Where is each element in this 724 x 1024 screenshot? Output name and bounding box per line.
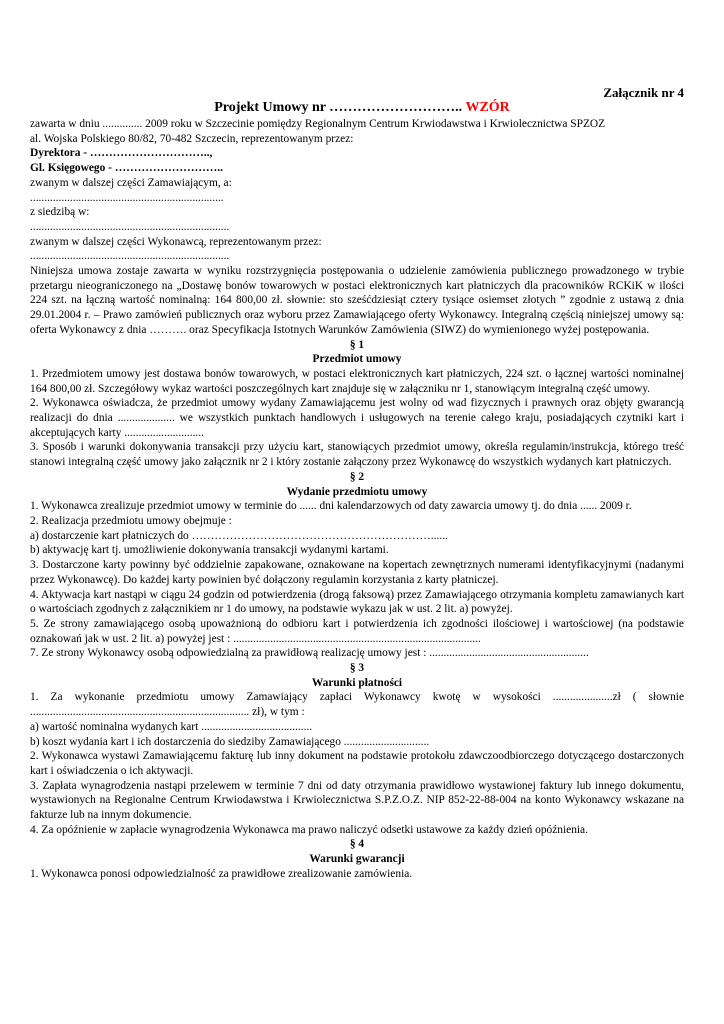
clause: 2. Wykonawca wystawi Zamawiającemu fakturę lub inny dokument na podstawie protokołu zdawczoodbiorczego dotyczącego dostarczonych kart i oświadczenia o ich aktywacji.: [30, 750, 684, 777]
clause: 1. Wykonawca ponosi odpowiedzialność za prawidłowe zrealizowanie zamówienia.: [30, 867, 413, 880]
blank-line: ......................................................................: [30, 220, 230, 233]
clause: 7. Ze strony Wykonawcy osobą odpowiedzialną za prawidłową realizację umowy jest : ........................................................: [30, 647, 589, 660]
intro-line: zwanym w dalszej części Wykonawcą, reprezentowanym przez:: [30, 235, 322, 248]
section-number: § 3: [349, 662, 365, 675]
intro-paragraph: Niniejsza umowa zostaje zawarta w wyniku rozstrzygnięcia postępowania o udzielenie zamówienia publicznego prowadzonego w trybie przetargu nieograniczonego na „Dostawę bonów towarowych w postaci elektronicznych kart płatniczych dla pracowników RCKiK w ilości 224 szt. na łączną wartość nominalną: 164 800,00 zł. słownie: sto sześćdziesiąt cztery tysiące osiemset złotych ” zgodnie z ustawą z dnia 29.01.2004 r. – Prawo zamówień publicznych oraz wyboru przez Zamawiającego oferty Wykonawcy. Integralną częścią niniejszej umowy są: oferta Wykonawcy z dnia ………. oraz Specyfikacja Istotnych Warunków Zamówienia (SIWZ) do wymienionego wyżej postępowania.: [30, 265, 684, 336]
section-title: Warunki gwarancji: [309, 853, 405, 866]
contract-title-text: Projekt Umowy nr ………………………..: [214, 100, 466, 115]
section-title: Warunki płatności: [311, 676, 403, 689]
clause: 3. Sposób i warunki dokonywania transakcji przy użyciu kart, stanowiących przedmiot umowy, określa regulamin/instrukcja, którego treść stanowi integralną część umowy jako załącznik nr 2 i który zostanie załączony przez Wykonawcę do wszystkich wydanych kart płatniczych.: [30, 441, 684, 469]
intro-line: z siedzibą w:: [30, 206, 90, 219]
section-number: § 4: [349, 838, 365, 851]
contract-title: [0, 100, 724, 116]
section-title: Wydanie przedmiotu umowy: [286, 485, 428, 498]
clause: 3. Dostarczone karty powinny być oddzielnie zapakowane, oznakowane na kopertach zewnętrznych numerami identyfikacyjnymi (nadanymi przez Wykonawcę). Do każdej karty powinien być dołączony regulamin korzystania z karty płatniczej.: [30, 559, 684, 586]
clause: 3. Zapłata wynagrodzenia nastąpi przelewem w terminie 7 dni od daty otrzymania prawidłowo wystawionej faktury lub innego dokumentu, wystawionych na Regionalne Centrum Krwiodawstwa i Krwiolecznictwa S.P.Z.O.Z. NIP 852-22-88-004 na konto Wykonawcy wskazane na fakturze lub na innym dokumencie.: [30, 779, 684, 822]
director-line: Dyrektora - …………………………..,: [30, 147, 213, 160]
intro-line: al. Wojska Polskiego 80/82, 70-482 Szczecin, reprezentowanym przez:: [30, 132, 354, 145]
section-title: Przedmiot umowy: [312, 353, 402, 366]
section-number: § 2: [349, 470, 365, 483]
clause-item: b) koszt wydania kart i ich dostarczenia do siedziby Zamawiającego ..............................: [30, 735, 430, 748]
clause-item: b) aktywację kart tj. umożliwienie dokonywania transakcji wydanymi kartami.: [30, 544, 389, 557]
section-number: § 1: [349, 338, 365, 351]
clause: 1. Wykonawca zrealizuje przedmiot umowy w terminie do ...... dni kalendarzowych od daty zawarcia umowy tj. do dnia ...... 2009 r.: [30, 500, 632, 513]
clause: 2. Wykonawca oświadcza, że przedmiot umowy wydany Zamawiającemu jest wolny od wad fizycznych i prawnych oraz objęty gwarancją realizacji do dnia .................... we wszystkich punktach handlowych i usługowych na terenie całego kraju, posiadających czytniki kart i akceptujących karty ............................: [30, 397, 684, 439]
clause: 2. Realizacja przedmiotu umowy obejmuje :: [30, 514, 232, 527]
clause: 1. Przedmiotem umowy jest dostawa bonów towarowych, w postaci elektronicznych kart płatniczych, 224 szt. o łącznej wartości nominalnej 164 800,00 zł. Szczegółowy wykaz wartości poszczególnych kart znajduje się w załączniku nr 1, stanowiącym integralną część umowy.: [30, 367, 684, 395]
attachment-label: Załącznik nr 4: [603, 85, 684, 100]
clause-item: a) wartość nominalna wydanych kart .......................................: [30, 720, 313, 733]
clause: 4. Aktywacja kart nastąpi w ciągu 24 godzin od potwierdzenia (drogą faksową) przez Zamawiającego otrzymania kompletu zamawianych kart o wartościach zgodnych z załącznikiem nr 1 do umowy, na podstawie wykazu jak w ust. 2 lit. a) powyżej.: [30, 588, 684, 616]
contract-body: [30, 117, 684, 882]
intro-line: zwanym w dalszej części Zamawiającym, a:: [30, 176, 232, 189]
intro-line: zawarta w dniu .............. 2009 roku w Szczecinie pomiędzy Regionalnym Centrum Krwiodawstwa i Krwiolecznictwa SPZOZ: [30, 118, 606, 130]
accountant-line: Gl. Księgowego - ………………………..: [30, 162, 223, 175]
template-mark: WZÓR: [465, 100, 510, 115]
clause: 5. Ze strony zamawiającego osobą upoważnioną do odbioru kart i potwierdzenia ich zgodności ilościowej i wartościowej (na podstawie oznakowań jak w ust. 2 lit. a) powyżej jest : .......................................................................................: [30, 617, 684, 645]
blank-line: ....................................................................: [30, 191, 224, 204]
blank-line: ......................................................................: [30, 250, 230, 263]
clause: 1. Za wykonanie przedmiotu umowy Zamawiający zapłaci Wykonawcy kwotę w wysokości .....................zł ( słownie ............................................................................. zł), w tym :: [30, 691, 684, 719]
clause-item: a) dostarczenie kart płatniczych do ………………………………………………………......: [30, 529, 448, 542]
clause: 4. Za opóźnienie w zapłacie wynagrodzenia Wykonawca ma prawo naliczyć odsetki ustawowe za każdy dzień opóźnienia.: [30, 823, 588, 836]
